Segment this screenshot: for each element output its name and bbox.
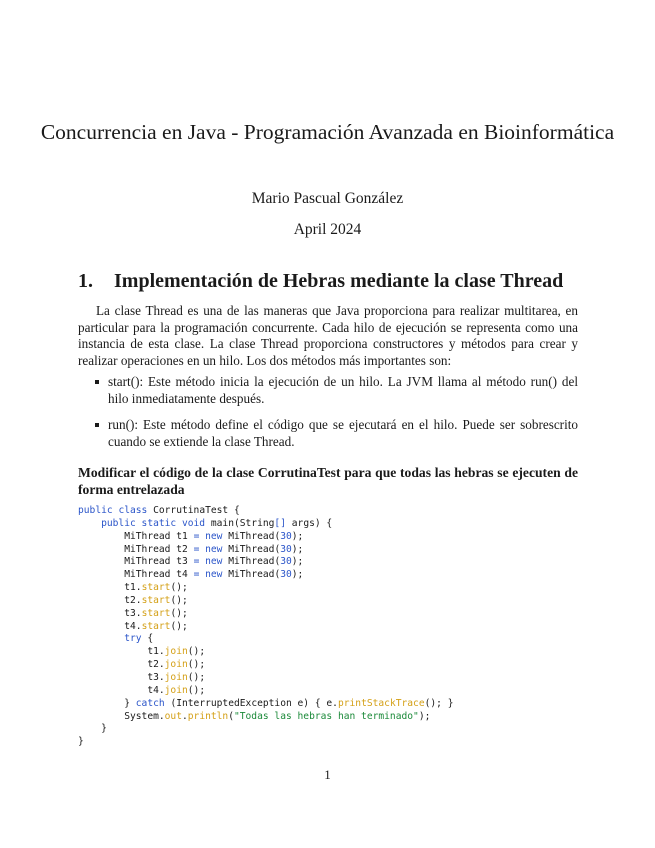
code-token: MiThread: [124, 543, 171, 555]
code-token: );: [291, 530, 304, 542]
bullet-icon: [95, 423, 99, 427]
code-method: println: [187, 710, 229, 722]
code-token: );: [291, 543, 304, 555]
code-token: t4: [124, 620, 136, 632]
code-keyword: new: [205, 556, 223, 568]
section-title: Implementación de Hebras mediante la clase Thread: [114, 270, 564, 292]
page-number: 1: [324, 767, 331, 782]
code-method: join: [164, 684, 188, 696]
code-token: t1: [124, 582, 136, 594]
code-listing: public class CorrutinaTest { public static void main(String[] args) { MiThread t1 = new MiThread(30); MiThread t2 = new MiThread(30); MiThread t3 = new MiThread(30); MiThread t4 = new MiThread(30); t1.start(); t2.start(); t3.start(); t4.start(); try { t1.join(); t2.join(); t3.join(); t4.join(); } catch (InterruptedException e) { e.printStackTrace(); } System.out.println("Todas las hebras han terminado"); } }: [78, 505, 454, 748]
code-token: MiThread(: [228, 556, 281, 568]
bullet-list: [78, 374, 578, 460]
code-number: 30: [280, 543, 292, 555]
bullet-icon: [95, 380, 99, 384]
bullet-text: start(): Este método inicia la ejecución de un hilo. La JVM llama al método run() del hilo inmediatamente después.: [108, 374, 578, 406]
code-token: ();: [187, 684, 206, 696]
code-string: "Todas las hebras han terminado": [233, 710, 419, 722]
bullet-text: run(): Este método define el código que se ejecutará en el hilo. Puede ser sobrescrito cuando se extiende la clase Thread.: [108, 417, 578, 449]
code-token: t4: [176, 569, 188, 581]
code-token: {: [147, 633, 154, 645]
code-token: ();: [170, 607, 188, 619]
code-method: printStackTrace: [337, 697, 425, 709]
code-token: (InterruptedException e) { e.: [170, 697, 338, 709]
code-token: main(String: [210, 517, 275, 529]
code-token: ();: [170, 620, 188, 632]
code-method: join: [164, 646, 188, 658]
code-token: CorrutinaTest {: [153, 505, 240, 516]
code-method: join: [164, 659, 188, 671]
code-method: start: [141, 582, 171, 594]
code-token: t1: [147, 646, 159, 658]
code-token: t3: [147, 671, 159, 683]
code-keyword: class: [118, 505, 148, 516]
list-item: [78, 417, 578, 450]
code-keyword: static: [141, 517, 177, 529]
code-method: start: [141, 594, 171, 606]
code-token: );: [291, 569, 304, 581]
code-token: t2: [147, 659, 159, 671]
code-method: out: [164, 710, 182, 722]
intro-paragraph: La clase Thread es una de las maneras que Java proporciona para realizar multitarea, en particular para la programación concurrente. Cada hilo de ejecución se representa como una instancia de esta clase. La clase Thread proporciona constructores y métodos para crear y realizar operaciones en un hilo. Los dos métodos más importantes son:: [78, 303, 578, 368]
code-method: start: [141, 620, 171, 632]
code-keyword: new: [205, 543, 223, 555]
code-token: t1: [176, 530, 188, 542]
code-number: 30: [280, 530, 292, 542]
code-keyword: try: [124, 633, 142, 645]
code-token: []: [274, 517, 286, 529]
code-token: ();: [187, 646, 206, 658]
code-token: ();: [187, 659, 206, 671]
code-token: t2: [124, 594, 136, 606]
code-number: 30: [280, 556, 292, 568]
code-keyword: public: [101, 517, 136, 529]
document-date: April 2024: [293, 221, 362, 238]
code-token: t2: [176, 543, 188, 555]
code-token: t4: [147, 684, 159, 696]
document-title: Concurrencia en Java - Programación Avanzada en Bioinformática: [40, 120, 615, 144]
code-token: MiThread: [124, 556, 171, 568]
code-token: }: [124, 697, 130, 709]
code-token: t3: [124, 607, 136, 619]
code-number: 30: [280, 569, 292, 581]
code-token: }: [101, 723, 107, 735]
code-token: MiThread(: [228, 530, 281, 542]
code-token: ();: [170, 594, 188, 606]
list-item: [78, 374, 578, 407]
code-token: MiThread(: [228, 543, 281, 555]
code-token: MiThread(: [228, 569, 281, 581]
code-token: System.: [124, 710, 165, 722]
subsection-heading: Modificar el código de la clase CorrutinaTest para que todas las hebras se ejecuten de forma entrelazada: [78, 465, 578, 497]
code-method: join: [164, 671, 188, 683]
code-token: );: [291, 556, 304, 568]
code-token: MiThread: [124, 530, 171, 542]
code-token: ();: [187, 671, 206, 683]
document-author: Mario Pascual González: [251, 190, 404, 207]
code-keyword: new: [205, 530, 223, 542]
code-token: args) {: [291, 517, 333, 529]
code-keyword: catch: [135, 697, 165, 709]
code-keyword: new: [205, 569, 223, 581]
section-number: 1.: [78, 270, 93, 292]
code-token: t3: [176, 556, 188, 568]
code-token: MiThread: [124, 569, 171, 581]
code-keyword: void: [181, 517, 206, 529]
code-token: (); }: [424, 697, 454, 709]
code-token: }: [78, 736, 84, 748]
code-keyword: public: [78, 505, 113, 516]
code-method: start: [141, 607, 171, 619]
code-token: ();: [170, 582, 188, 594]
section-heading: [78, 270, 598, 293]
